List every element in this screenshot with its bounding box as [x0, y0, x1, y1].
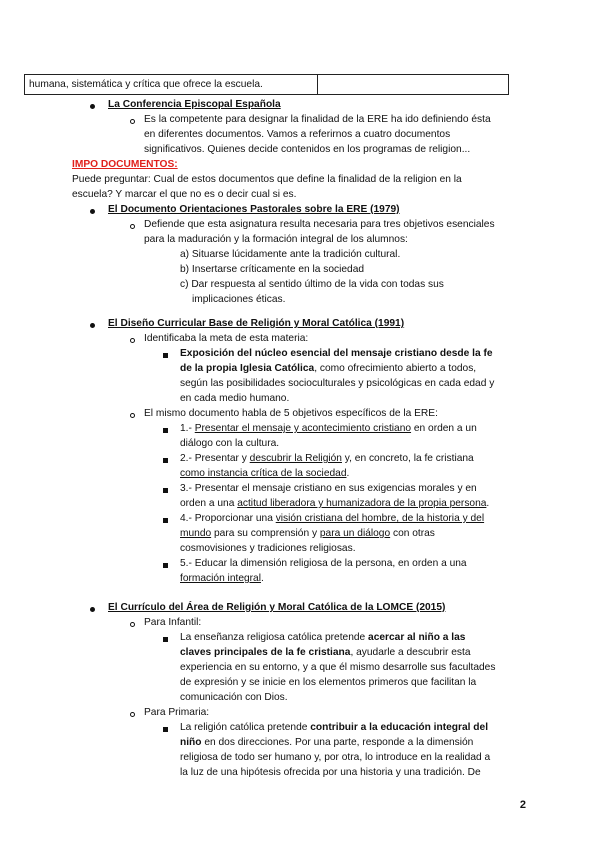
- s3-o5-line-1: 5.- Educar la dimensión religiosa de la persona, en orden a una: [180, 558, 467, 569]
- s4-p1-line-3: religiosa de todo ser humano y, por otra, lo introduce en la realidad a: [180, 752, 491, 763]
- bullet-square-icon: [163, 637, 168, 642]
- s3-b1-line-3: según las posibilidades socioculturales y psicológicas en cada edad y: [180, 378, 495, 389]
- table-cell-left: humana, sistemática y crítica que ofrece la escuela.: [25, 75, 318, 95]
- bullet-circle-icon: [130, 119, 135, 124]
- impo-line-1: Puede preguntar: Cual de estos documentos que define la finalidad de la religion en la: [72, 174, 462, 185]
- s2-item-c-cont: implicaciones éticas.: [192, 294, 286, 305]
- bold-text: acercar al niño a las: [368, 632, 466, 643]
- underlined-text: actitud liberadora y humanizadora de la propia persona: [237, 498, 487, 509]
- bullet-square-icon: [163, 563, 168, 568]
- impo-label: IMPO DOCUMENTOS:: [72, 159, 178, 170]
- s2-item-a: a) Situarse lúcidamente ante la tradición cultural.: [180, 249, 401, 260]
- s3-o3-line-2: [180, 496, 489, 511]
- text: 1.-: [180, 423, 195, 434]
- s3-sub-2: El mismo documento habla de 5 objetivos específicos de la ERE:: [144, 408, 438, 419]
- s2-item-c: c) Dar respuesta al sentido último de la vida con todas sus: [180, 279, 444, 290]
- bullet-circle-icon: [130, 224, 135, 229]
- text: La enseñanza religiosa católica pretende: [180, 632, 369, 643]
- s3-o4-line-3: cosmovisiones y tradiciones religiosas.: [180, 543, 356, 554]
- text: y, en concreto, la fe cristiana: [341, 453, 474, 464]
- text: La religión católica pretende: [180, 722, 311, 733]
- section-heading-lomce: El Currículo del Área de Religión y Moral Católica de la LOMCE (2015): [108, 602, 446, 613]
- section-heading-diseno: El Diseño Curricular Base de Religión y Moral Católica (1991): [108, 318, 405, 329]
- underlined-text: visión cristiana del hombre, de la historia y del: [275, 513, 485, 524]
- bullet-square-icon: [163, 353, 168, 358]
- s4-infantil: Para Infantil:: [144, 617, 202, 628]
- bullet-dot-icon: [90, 607, 95, 612]
- s3-o5-line-2: [180, 571, 264, 586]
- text: .: [260, 573, 264, 584]
- bullet-circle-icon: [130, 622, 135, 627]
- bullet-square-icon: [163, 727, 168, 732]
- s4-primaria: Para Primaria:: [144, 707, 210, 718]
- s4-i1-line-5: comunicación con Dios.: [180, 692, 288, 703]
- text: con otras: [390, 528, 435, 539]
- s2-item-b: b) Insertarse críticamente en la sociedad: [180, 264, 365, 275]
- bullet-dot-icon: [90, 104, 95, 109]
- s3-o2-line-2: [180, 466, 349, 481]
- text: .: [346, 468, 350, 479]
- bold-text: claves principales de la fe cristiana: [180, 647, 351, 658]
- s3-b1-bold-2: de la propia Iglesia Católica: [180, 363, 315, 374]
- s3-o2-line-1: [180, 451, 474, 466]
- s3-o1-line-1: [180, 421, 477, 436]
- bullet-square-icon: [163, 488, 168, 493]
- underlined-text: Presentar el mensaje y acontecimiento cristiano: [194, 423, 412, 434]
- text: 2.- Presentar y: [180, 453, 250, 464]
- s4-i1-line-4: de expresión y se inicie en los elementos primeros que facilitan la: [180, 677, 477, 688]
- bullet-square-icon: [163, 428, 168, 433]
- text: .: [486, 498, 490, 509]
- s3-o4-line-2: [180, 526, 435, 541]
- text: 4.- Proporcionar una: [180, 513, 276, 524]
- text: en orden a un: [411, 423, 477, 434]
- text: para su comprensión y: [211, 528, 320, 539]
- text: , ayudarle a descubrir esta: [350, 647, 471, 658]
- s3-o3-line-1: 3.- Presentar el mensaje cristiano en sus exigencias morales y en: [180, 483, 477, 494]
- s3-o1-line-2: diálogo con la cultura.: [180, 438, 280, 449]
- underlined-text: como instancia crítica de la sociedad: [180, 468, 347, 479]
- section-heading-conferencia: La Conferencia Episcopal Española: [108, 99, 281, 110]
- bullet-square-icon: [163, 518, 168, 523]
- bullet-circle-icon: [130, 338, 135, 343]
- underlined-text: formación integral: [180, 573, 261, 584]
- s3-b1-line-2: [180, 361, 476, 376]
- text: en dos direcciones. Por una parte, responde a la dimensión: [201, 737, 474, 748]
- bullet-square-icon: [163, 458, 168, 463]
- s2-line-2: para la maduración y la formación integral de los alumnos:: [144, 234, 408, 245]
- bold-text: niño: [180, 737, 202, 748]
- s3-b1-bold-1: Exposición del núcleo esencial del mensaje cristiano desde la fe: [180, 348, 493, 359]
- bullet-circle-icon: [130, 712, 135, 717]
- bullet-circle-icon: [130, 413, 135, 418]
- s4-p1-line-4: la luz de una hipótesis ofrecida por una historia y una tradición. De: [180, 767, 481, 778]
- s4-p1-line-1: [180, 720, 488, 735]
- s1-line-2: en diferentes documentos. Vamos a referirnos a cuatro documentos: [144, 129, 451, 140]
- s1-line-3: significativos. Quienes decide contenidos en los programas de religion...: [144, 144, 471, 155]
- s3-sub-1: Identificaba la meta de esta materia:: [144, 333, 309, 344]
- table-fragment: [24, 74, 509, 95]
- s4-p1-line-2: [180, 735, 473, 750]
- s1-line-1: Es la competente para designar la finalidad de la ERE ha ido definiendo ésta: [144, 114, 491, 125]
- underlined-text: descubrir la Religión: [249, 453, 342, 464]
- page-number: 2: [519, 799, 526, 811]
- underlined-text: mundo: [180, 528, 212, 539]
- impo-line-2: escuela? Y marcar el que no es o decir cual si es.: [72, 189, 297, 200]
- s4-i1-line-3: experiencia en su entorno, y a que él mismo desarrolle sus facultades: [180, 662, 496, 673]
- s2-line-1: Defiende que esta asignatura resulta necesaria para tres objetivos esenciales: [144, 219, 495, 230]
- text: orden a una: [180, 498, 238, 509]
- bold-text: contribuir a la educación integral del: [310, 722, 489, 733]
- s4-i1-line-2: [180, 645, 471, 660]
- s3-b1-line-4: en cada medio humano.: [180, 393, 290, 404]
- s3-b1-rest: , como ofrecimiento abierto a todos,: [314, 363, 477, 374]
- table-cell-right: [318, 75, 509, 95]
- s4-i1-line-1: [180, 630, 465, 645]
- bullet-dot-icon: [90, 209, 95, 214]
- s3-o4-line-1: [180, 511, 484, 526]
- underlined-text: para un diálogo: [319, 528, 391, 539]
- section-heading-orientaciones: El Documento Orientaciones Pastorales sobre la ERE (1979): [108, 204, 400, 215]
- bullet-dot-icon: [90, 323, 95, 328]
